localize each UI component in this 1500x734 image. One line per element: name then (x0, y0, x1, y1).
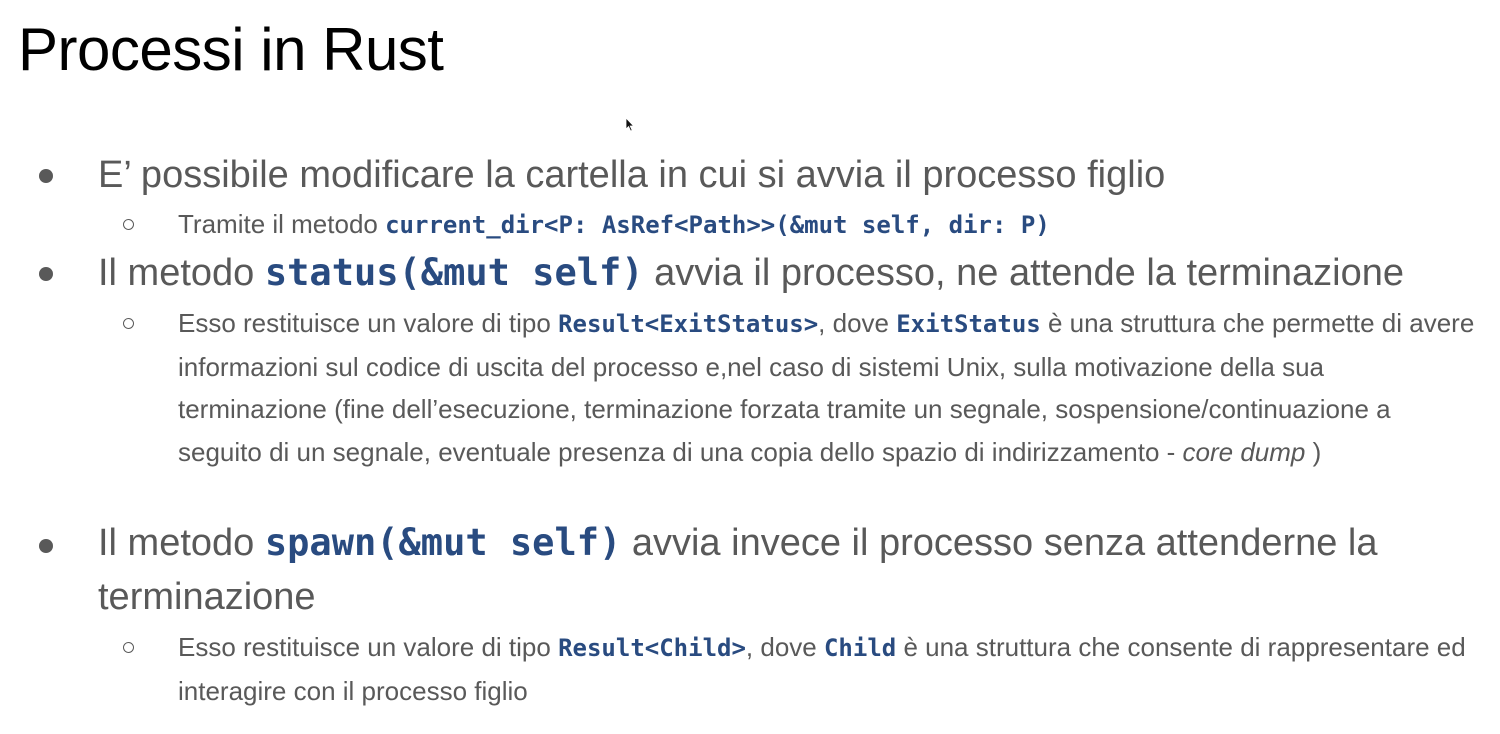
sub-bullet-item: Esso restituisce un valore di tipo Result<ExitStatus>, dove ExitStatus è una struttura che permette di avere informazioni sul codice di uscita del processo e,nel caso di sistemi Unix, sulla motivazione della sua terminazione (fine dell’esecuzione, terminazione forzata tramite un segnale, sospensione/continuazione a seguito di un segnale, eventuale presenza di una copia dello spazio di indirizzamento - core dump ) (178, 308, 1475, 467)
bullet-item (98, 148, 1478, 202)
sub-bullet-ring (123, 642, 134, 653)
code-status: status(&mut self) (264, 251, 644, 294)
bullet-dot (39, 169, 53, 183)
bullet-text: E’ possibile modificare la cartella in cui si avvia il processo figlio (98, 154, 1166, 196)
sub-bullet-ring (123, 219, 134, 230)
bullet-dot (39, 267, 53, 281)
bullet-item: Il metodo spawn(&mut self) avvia invece il processo senza attenderne la terminazione (98, 521, 1378, 618)
code-spawn: spawn(&mut self) (264, 521, 622, 564)
sub-bullet-item: Esso restituisce un valore di tipo Result<Child>, dove Child è una struttura che consente di rappresentare ed interagire con il processo figlio (178, 632, 1466, 706)
slide-title: Processi in Rust (18, 16, 444, 83)
bullet-dot (39, 539, 53, 553)
sub-bullet-ring (123, 318, 134, 329)
code-exitstatus: ExitStatus (896, 310, 1041, 338)
sub-bullet-item: Tramite il metodo current_dir<P: AsRef<Path>>(&mut self, dir: P) (178, 209, 1050, 239)
code-result-child: Result<Child> (558, 634, 746, 662)
italic-core-dump: core dump (1182, 436, 1306, 467)
code-child: Child (823, 634, 897, 662)
mouse-pointer-icon (625, 117, 635, 133)
code-result-exitstatus: Result<ExitStatus> (558, 310, 819, 338)
code-current-dir: current_dir<P: AsRef<Path>>(&mut self, dir: P) (385, 211, 1050, 239)
bullet-item: Il metodo status(&mut self) avvia il processo, ne attende la terminazione (98, 251, 1405, 294)
